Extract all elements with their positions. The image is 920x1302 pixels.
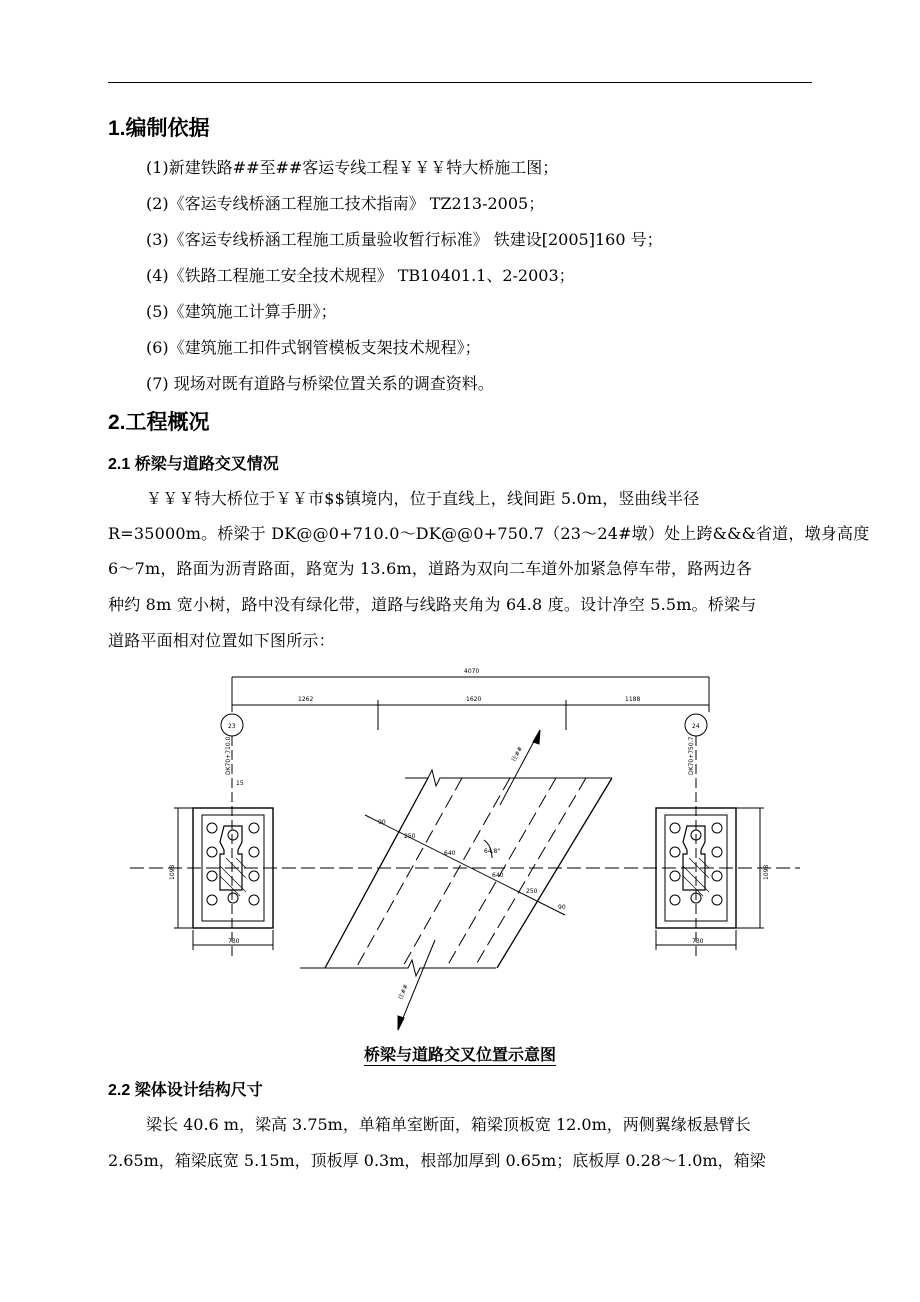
dim-lane-b-2: 250 [526,888,538,895]
dim-angle: 64.8° [484,848,501,855]
dim-lane-c-2: 640 [492,872,504,879]
reference-item: (3)《客运专线桥涵工程施工质量验收暂行标准》 铁建设[2005]160 号； [146,230,663,249]
paragraph-line: R=35000m。桥梁于 DK@@0+710.0～DK@@0+750.7（23～24#墩）处上跨&&&省道，墩身高度 [108,524,870,543]
paragraph-line: ￥￥￥特大桥位于￥￥市$$镇境内，位于直线上，线间距 5.0m，竖曲线半径 [146,489,700,508]
dim-lane-c: 640 [444,850,456,857]
dim-left-span: 1262 [298,696,314,703]
pier-left-no: 23 [228,723,236,730]
dim-pier-width-right: 730 [692,938,704,945]
dim-pier-height-right: 1098 [763,864,770,880]
dim-offset: 15 [236,780,244,787]
section-2-title: 2.工程概况 [108,411,210,434]
reference-item: (5)《建筑施工计算手册》； [146,302,337,321]
pier-left-station: DK70+710.0 [225,736,232,775]
dim-total: 4070 [464,668,480,675]
reference-item: (6)《建筑施工扣件式钢管模板支架技术规程》； [146,338,481,357]
arrow-down-label: 往## [397,983,410,1001]
paragraph-line: 6～7m，路面为沥青路面，路宽为 13.6m，道路为双向二车道外加紧急停车带，路两边各 [108,559,753,578]
paragraph-line: 2.65m，箱梁底宽 5.15m，顶板厚 0.3m，根部加厚到 0.65m；底板厚 0.28～1.0m，箱梁 [108,1151,766,1170]
section-2-1-title: 2.1 桥梁与道路交叉情况 [108,456,279,473]
dim-right-span: 1188 [625,696,641,703]
arrow-up-label: 往## [510,745,525,763]
dim-lane-a-2: 90 [558,904,566,911]
reference-item: (2)《客运专线桥涵工程施工技术指南》 TZ213-2005； [146,194,545,213]
pier-right-station: DK70+750.7 [688,736,695,775]
paragraph-line: 道路平面相对位置如下图所示： [108,631,335,650]
paragraph-line: 梁长 40.6 m，梁高 3.75m，单箱单室断面，箱梁顶板宽 12.0m，两侧翼缘板悬臂长 [146,1115,751,1134]
figure-caption [0,1042,920,1065]
dim-mid-span: 1620 [466,696,482,703]
reference-item: (4)《铁路工程施工安全技术规程》 TB10401.1、2-2003； [146,266,575,285]
section-1-title: 1.编制依据 [108,117,210,140]
dim-pier-height-left: 1098 [169,864,176,880]
dim-lane-a: 90 [378,819,386,826]
paragraph-line: 种约 8m 宽小树，路中没有绿化带，道路与线路夹角为 64.8 度。设计净空 5.5m。桥梁与 [108,595,757,614]
section-2-2-title: 2.2 梁体设计结构尺寸 [108,1082,263,1099]
figure-caption-text: 桥梁与道路交叉位置示意图 [363,1047,556,1064]
reference-item: (1)新建铁路##至##客运专线工程￥￥￥特大桥施工图； [146,158,559,177]
dim-lane-b: 250 [404,833,416,840]
dim-pier-width-left: 730 [228,938,240,945]
reference-item: (7) 现场对既有道路与桥梁位置关系的调查资料。 [146,374,494,393]
pier-right-no: 24 [692,723,700,730]
